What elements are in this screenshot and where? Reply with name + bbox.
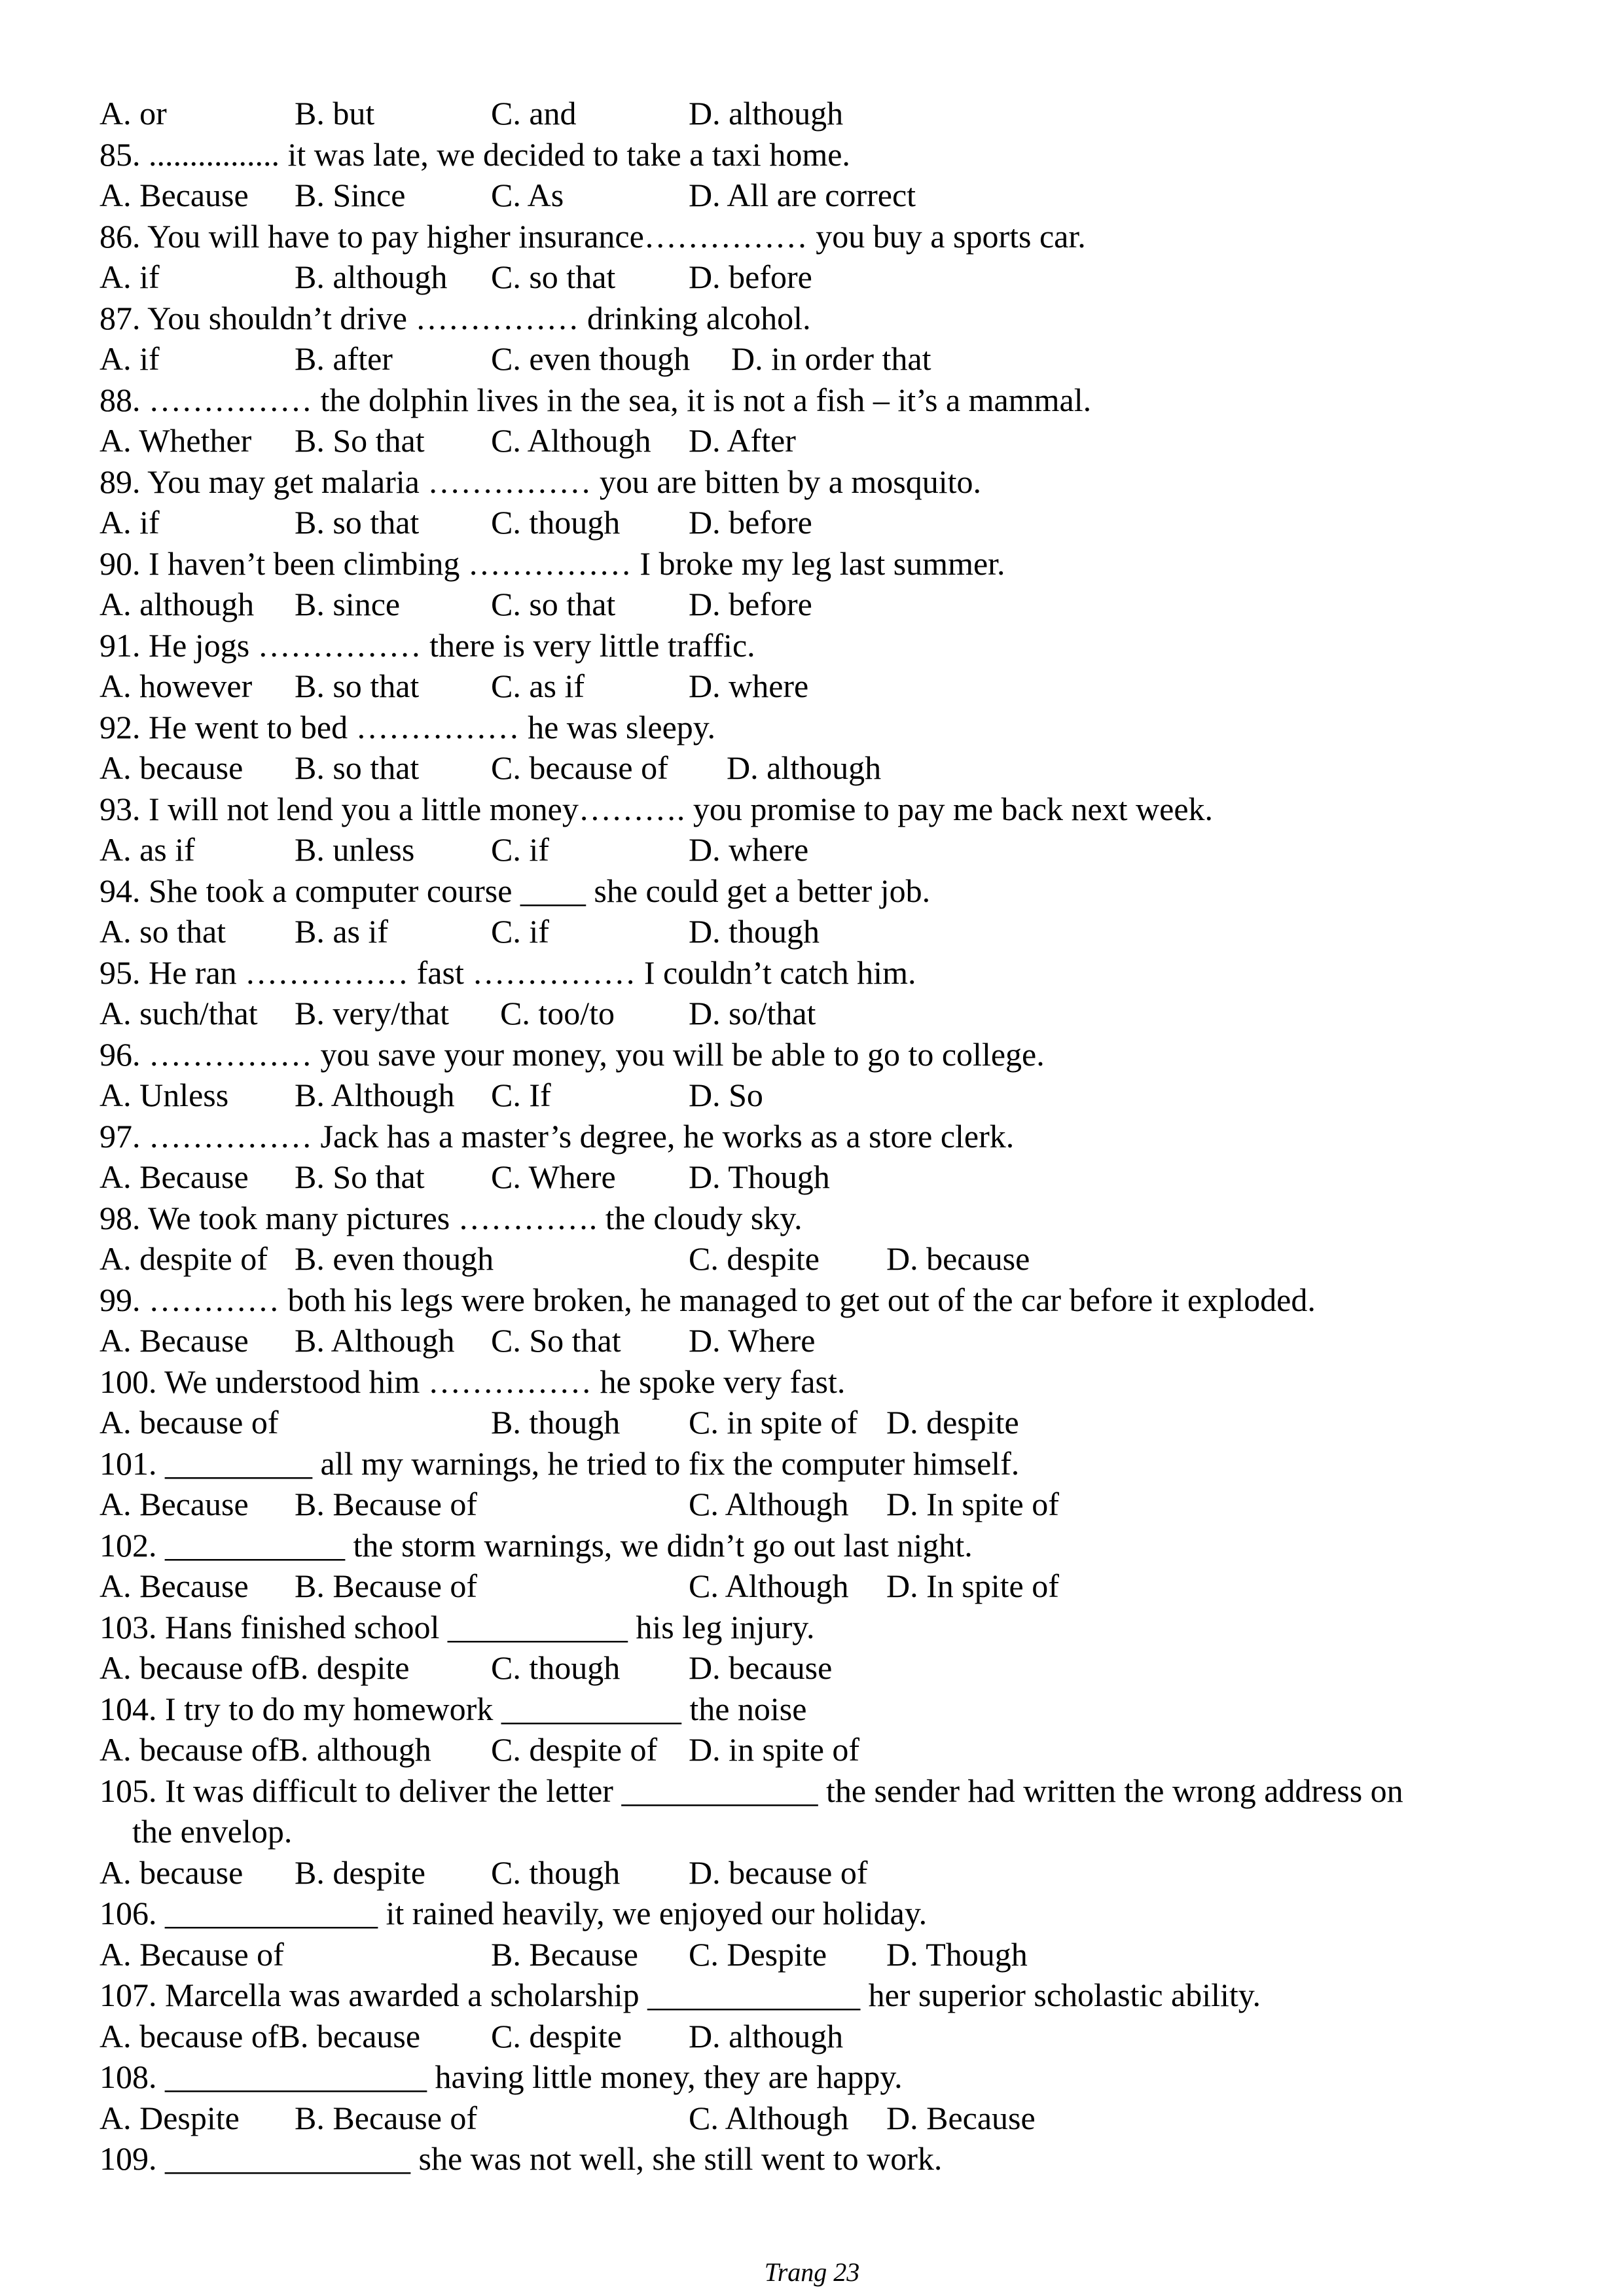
option-b: B. since <box>295 586 401 622</box>
option-d: D. before <box>689 504 812 541</box>
option-c: C. so that <box>491 259 616 295</box>
question-106: 106. _____________ it rained heavily, we enjoyed our holiday. <box>99 1895 928 1931</box>
option-c: C. Despite <box>689 1935 827 1973</box>
option-d: D. All are correct <box>689 177 916 213</box>
option-a-b: A. because ofB. although <box>99 1731 431 1768</box>
option-a: A. or <box>99 95 167 132</box>
question-98: 98. We took many pictures …………. the cloudy sky. <box>99 1199 803 1236</box>
option-a: A. Unless <box>99 1077 229 1113</box>
option-a: A. if <box>99 259 160 295</box>
option-b: B. so that <box>295 668 420 704</box>
question-95: 95. He ran …………… fast …………… I couldn’t catch him. <box>99 954 916 991</box>
option-c: C. If <box>491 1077 551 1113</box>
page-number: Trang 23 <box>764 2257 860 2287</box>
question-109: 109. _______________ she was not well, she still went to work. <box>99 2140 943 2177</box>
question-97: 97. …………… Jack has a master’s degree, he works as a store clerk. <box>99 1117 1015 1155</box>
options-row <box>99 1647 1540 1689</box>
options-row <box>99 911 1540 952</box>
options-row <box>99 338 1540 380</box>
option-a: A. Because <box>99 1568 249 1604</box>
option-a: A. if <box>99 504 160 541</box>
question-89: 89. You may get malaria …………… you are bitten by a mosquito. <box>99 463 982 500</box>
options-row <box>99 175 1540 216</box>
option-d: D. despite <box>886 1404 1019 1441</box>
option-c: C. if <box>491 913 549 950</box>
question-108: 108. ________________ having little money, they are happy. <box>99 2058 903 2095</box>
question-102: 102. ___________ the storm warnings, we didn’t go out last night. <box>99 1526 973 1564</box>
option-d: D. After <box>689 422 796 459</box>
question-103: 103. Hans finished school ___________ his leg injury. <box>99 1608 815 1645</box>
question-88: 88. …………… the dolphin lives in the sea, it is not a fish – it’s a mammal. <box>99 381 1092 418</box>
option-d: D. although <box>727 749 882 786</box>
option-d: D. before <box>689 586 812 622</box>
option-b: B. Because <box>491 1935 638 1973</box>
options-row <box>99 1075 1540 1116</box>
option-b: B. as if <box>295 913 389 950</box>
option-a: A. Because <box>99 1322 249 1359</box>
options-row <box>99 993 1540 1034</box>
option-a: A. Because <box>99 1158 249 1195</box>
option-d: D. where <box>689 831 809 868</box>
option-d: D. though <box>689 913 820 950</box>
option-c: C. though <box>491 1854 621 1891</box>
question-90: 90. I haven’t been climbing …………… I broke my leg last summer. <box>99 545 1005 582</box>
options-row <box>99 584 1540 625</box>
option-c: C. Although <box>689 1568 849 1604</box>
question-107: 107. Marcella was awarded a scholarship _____________ her superior scholastic ability. <box>99 1977 1261 2013</box>
option-a: A. Because <box>99 177 249 213</box>
option-b: B. so that <box>295 749 420 786</box>
option-d: D. before <box>689 259 812 295</box>
question-92: 92. He went to bed …………… he was sleepy. <box>99 708 716 745</box>
option-d: D. because of <box>689 1854 868 1891</box>
option-b: B. Although <box>295 1322 455 1359</box>
option-c: C. Although <box>689 1486 849 1522</box>
option-b: B. Because of <box>295 1486 478 1522</box>
option-a-b: A. because ofB. because <box>99 2017 421 2054</box>
option-a: A. Because of <box>99 1935 284 1973</box>
option-b: B. very/that <box>295 995 450 1031</box>
option-a-b: A. because ofB. despite <box>99 1649 410 1686</box>
option-a: A. so that <box>99 913 226 950</box>
option-a: A. as if <box>99 831 195 868</box>
question-100: 100. We understood him …………… he spoke very fast. <box>99 1363 846 1400</box>
option-c: C. so that <box>491 586 616 622</box>
option-d: D. although <box>689 95 844 132</box>
option-c: C. if <box>491 831 549 868</box>
exercise-page <box>99 93 1540 2179</box>
options-row <box>99 1320 1540 1361</box>
options-row <box>99 1566 1540 1607</box>
question-85: 85. ................ it was late, we decided to take a taxi home. <box>99 135 850 173</box>
option-a: A. because of <box>99 1404 279 1441</box>
option-c: C. As <box>491 177 564 213</box>
option-c: C. despite <box>491 2017 622 2054</box>
option-a: A. although <box>99 586 255 622</box>
option-c: C. though <box>491 1649 621 1686</box>
option-a: A. such/that <box>99 995 258 1031</box>
options-row <box>99 1934 1540 1975</box>
option-a: A. because <box>99 1854 244 1891</box>
question-105: 105. It was difficult to deliver the letter ____________ the sender had written the wrong address on <box>99 1772 1403 1809</box>
question-105-continued: the envelop. <box>132 1813 293 1850</box>
option-a: A. despite of <box>99 1240 268 1277</box>
options-row <box>99 502 1540 543</box>
question-94: 94. She took a computer course ____ she could get a better job. <box>99 872 931 909</box>
question-91: 91. He jogs …………… there is very little traffic. <box>99 626 755 664</box>
options-row <box>99 420 1540 461</box>
option-b: B. though <box>491 1404 621 1441</box>
option-b: B. after <box>295 340 393 377</box>
option-c: C. Although <box>689 2099 849 2136</box>
options-row <box>99 1852 1540 1893</box>
option-d: D. Though <box>689 1158 830 1195</box>
option-c: C. even though <box>491 340 691 377</box>
option-c: C. as if <box>491 668 585 704</box>
options-row <box>99 1402 1540 1443</box>
option-b: B. although <box>295 259 448 295</box>
question-93: 93. I will not lend you a little money………. you promise to pay me back next week. <box>99 790 1214 827</box>
option-b: B. Since <box>295 177 406 213</box>
options-row <box>99 1157 1540 1198</box>
option-a: A. because <box>99 749 244 786</box>
question-87: 87. You shouldn’t drive …………… drinking alcohol. <box>99 299 811 336</box>
options-row <box>99 666 1540 707</box>
option-d: D. because <box>886 1240 1030 1277</box>
option-d: D. where <box>689 668 809 704</box>
options-row <box>99 93 1540 134</box>
option-c: C. despite of <box>491 1731 658 1768</box>
option-b: B. Because of <box>295 2099 478 2136</box>
question-99: 99. ………… both his legs were broken, he managed to get out of the car before it exploded. <box>99 1281 1316 1318</box>
option-b: B. So that <box>295 422 425 459</box>
option-b: B. Because of <box>295 1568 478 1604</box>
option-c: C. despite <box>689 1240 820 1277</box>
option-c: C. in spite of <box>689 1404 858 1441</box>
option-c: C. too/to <box>500 995 615 1031</box>
options-row <box>99 2098 1540 2139</box>
option-d: D. Though <box>886 1935 1028 1973</box>
option-b: B. but <box>295 95 375 132</box>
option-c: C. though <box>491 504 621 541</box>
option-d: D. in order that <box>731 340 931 377</box>
options-row <box>99 1238 1540 1280</box>
option-d: D. In spite of <box>886 1486 1059 1522</box>
option-d: D. Because <box>886 2099 1036 2136</box>
option-b: B. So that <box>295 1158 425 1195</box>
options-row <box>99 747 1540 789</box>
option-a: A. if <box>99 340 160 377</box>
options-row <box>99 2016 1540 2057</box>
option-c: C. Although <box>491 422 651 459</box>
option-b: B. even though <box>295 1240 494 1277</box>
option-a: A. Because <box>99 1486 249 1522</box>
option-d: D. Where <box>689 1322 816 1359</box>
options-row <box>99 1484 1540 1525</box>
options-row <box>99 1729 1540 1770</box>
option-a: A. however <box>99 668 253 704</box>
option-d: D. In spite of <box>886 1568 1059 1604</box>
option-d: D. so/that <box>689 995 816 1031</box>
option-b: B. unless <box>295 831 415 868</box>
option-d: D. So <box>689 1077 763 1113</box>
option-c: C. and <box>491 95 577 132</box>
option-d: D. in spite of <box>689 1731 860 1768</box>
options-row <box>99 257 1540 298</box>
question-96: 96. …………… you save your money, you will be able to go to college. <box>99 1035 1045 1073</box>
option-c: C. because of <box>491 749 668 786</box>
option-a: A. Despite <box>99 2099 240 2136</box>
question-86: 86. You will have to pay higher insurance…………… you buy a sports car. <box>99 217 1086 255</box>
option-a: A. Whether <box>99 422 252 459</box>
option-b: B. despite <box>295 1854 425 1891</box>
option-d: D. although <box>689 2017 844 2054</box>
options-row <box>99 829 1540 870</box>
option-d: D. because <box>689 1649 833 1686</box>
question-104: 104. I try to do my homework ___________ the noise <box>99 1690 807 1727</box>
option-b: B. Although <box>295 1077 455 1113</box>
option-b: B. so that <box>295 504 420 541</box>
option-c: C. Where <box>491 1158 616 1195</box>
option-c: C. So that <box>491 1322 621 1359</box>
question-101: 101. _________ all my warnings, he tried to fix the computer himself. <box>99 1444 1020 1482</box>
